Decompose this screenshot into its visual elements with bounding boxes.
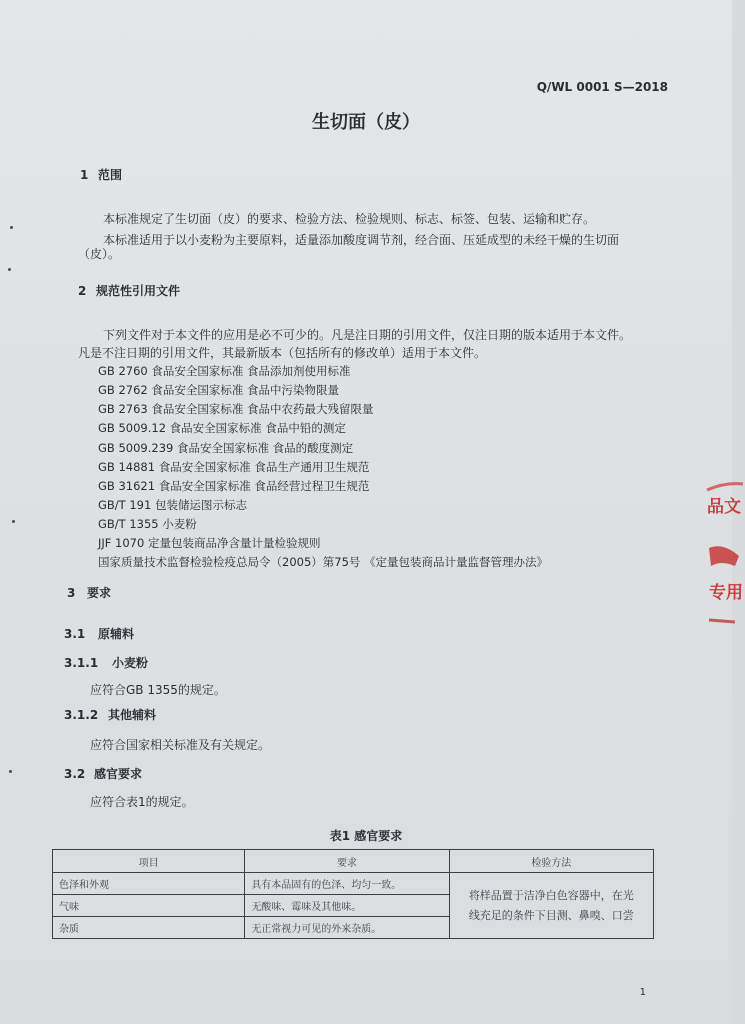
reference-item: GB 5009.239 食品安全国家标准 食品的酸度测定 [98, 441, 354, 455]
section-1-heading: 范围 [98, 168, 123, 182]
table-cell-item: 色泽和外观 [53, 873, 245, 895]
reference-item: JJF 1070 定量包装商品净含量计量检验规则 [98, 536, 321, 550]
table-caption: 表1 感官要求 [329, 829, 403, 843]
reference-item: GB 2763 食品安全国家标准 食品中农药最大残留限量 [98, 402, 374, 416]
stamp-text-1: 品文 [707, 497, 741, 517]
section-3-heading: 要求 [87, 586, 112, 600]
method-line-2: 线充足的条件下目测、鼻嗅、口尝 [468, 908, 634, 922]
method-line-1: 将样品置于洁净白色容器中，在光 [468, 888, 634, 902]
scan-speck [10, 226, 13, 229]
scope-paragraph-2b: （皮）。 [78, 247, 121, 261]
section-3-1-heading: 原辅料 [98, 627, 135, 641]
section-3-1-1-heading: 小麦粉 [112, 656, 149, 670]
reference-item: 国家质量技术监督检验检疫总局令（2005）第75号 《定量包装商品计量监督管理办法》 [98, 555, 549, 569]
section-3-number: 3 [67, 586, 76, 600]
section-3-1-2-heading: 其他辅料 [108, 708, 157, 722]
section-3-1-2-number: 3.1.2 [64, 708, 99, 722]
section-3-2-heading: 感官要求 [94, 767, 143, 781]
table-header-cell: 检验方法 [449, 850, 653, 873]
section-3-1-1-text: 应符合GB 1355的规定。 [90, 683, 226, 697]
section-3-2-text: 应符合表1的规定。 [90, 795, 194, 809]
table-cell-item: 杂质 [53, 917, 245, 939]
reference-item: GB 2760 食品安全国家标准 食品添加剂使用标准 [98, 364, 351, 378]
table-row [53, 873, 654, 895]
scope-paragraph-1: 本标准规定了生切面（皮）的要求、检验方法、检验规则、标志、标签、包装、运输和贮存。 [103, 212, 596, 226]
section-3-1-number: 3.1 [64, 627, 86, 641]
scan-speck [12, 520, 15, 523]
page-number: 1 [639, 987, 646, 998]
page-title: 生切面（皮） [312, 112, 420, 133]
table-header-row [53, 850, 654, 873]
scope-paragraph-2a: 本标准适用于以小麦粉为主要原料，适量添加酸度调节剂，经合面、压延成型的未经干燥的生切面 [103, 233, 620, 247]
table-header-cell: 项目 [53, 850, 245, 873]
reference-item: GB 5009.12 食品安全国家标准 食品中铅的测定 [98, 421, 346, 435]
sensory-requirements-table [52, 849, 654, 939]
table-cell-item: 气味 [53, 895, 245, 917]
scan-speck [8, 268, 11, 271]
section-2-number: 2 [78, 284, 87, 298]
standard-code: Q/WL 0001 S—2018 [536, 80, 668, 94]
stamp-text-2: 专用 [709, 583, 743, 603]
reference-item: GB/T 191 包装储运图示标志 [98, 498, 247, 512]
table-cell-requirement: 无正常视力可见的外来杂质。 [245, 917, 449, 939]
seal-stamp [705, 470, 745, 640]
scan-speck [9, 770, 12, 773]
references-intro-a: 下列文件对于本文件的应用是必不可少的。凡是注日期的引用文件，仅注日期的版本适用于本文件。 [103, 328, 632, 342]
table-cell-method [449, 873, 653, 939]
section-3-1-1-number: 3.1.1 [64, 656, 99, 670]
reference-item: GB 31621 食品安全国家标准 食品经营过程卫生规范 [98, 479, 370, 493]
section-2-heading: 规范性引用文件 [96, 284, 181, 298]
section-3-2-number: 3.2 [64, 767, 86, 781]
section-1-number: 1 [80, 168, 89, 182]
references-intro-b: 凡是不注日期的引用文件，其最新版本（包括所有的修改单）适用于本文件。 [78, 346, 487, 360]
reference-item: GB 14881 食品安全国家标准 食品生产通用卫生规范 [98, 460, 370, 474]
reference-item: GB 2762 食品安全国家标准 食品中污染物限量 [98, 383, 340, 397]
section-3-1-2-text: 应符合国家相关标准及有关规定。 [90, 738, 271, 752]
reference-item: GB/T 1355 小麦粉 [98, 517, 197, 531]
table-cell-requirement: 具有本品固有的色泽、均匀一致。 [245, 873, 449, 895]
table-header-cell: 要求 [245, 850, 449, 873]
table-cell-requirement: 无酸味、霉味及其他味。 [245, 895, 449, 917]
